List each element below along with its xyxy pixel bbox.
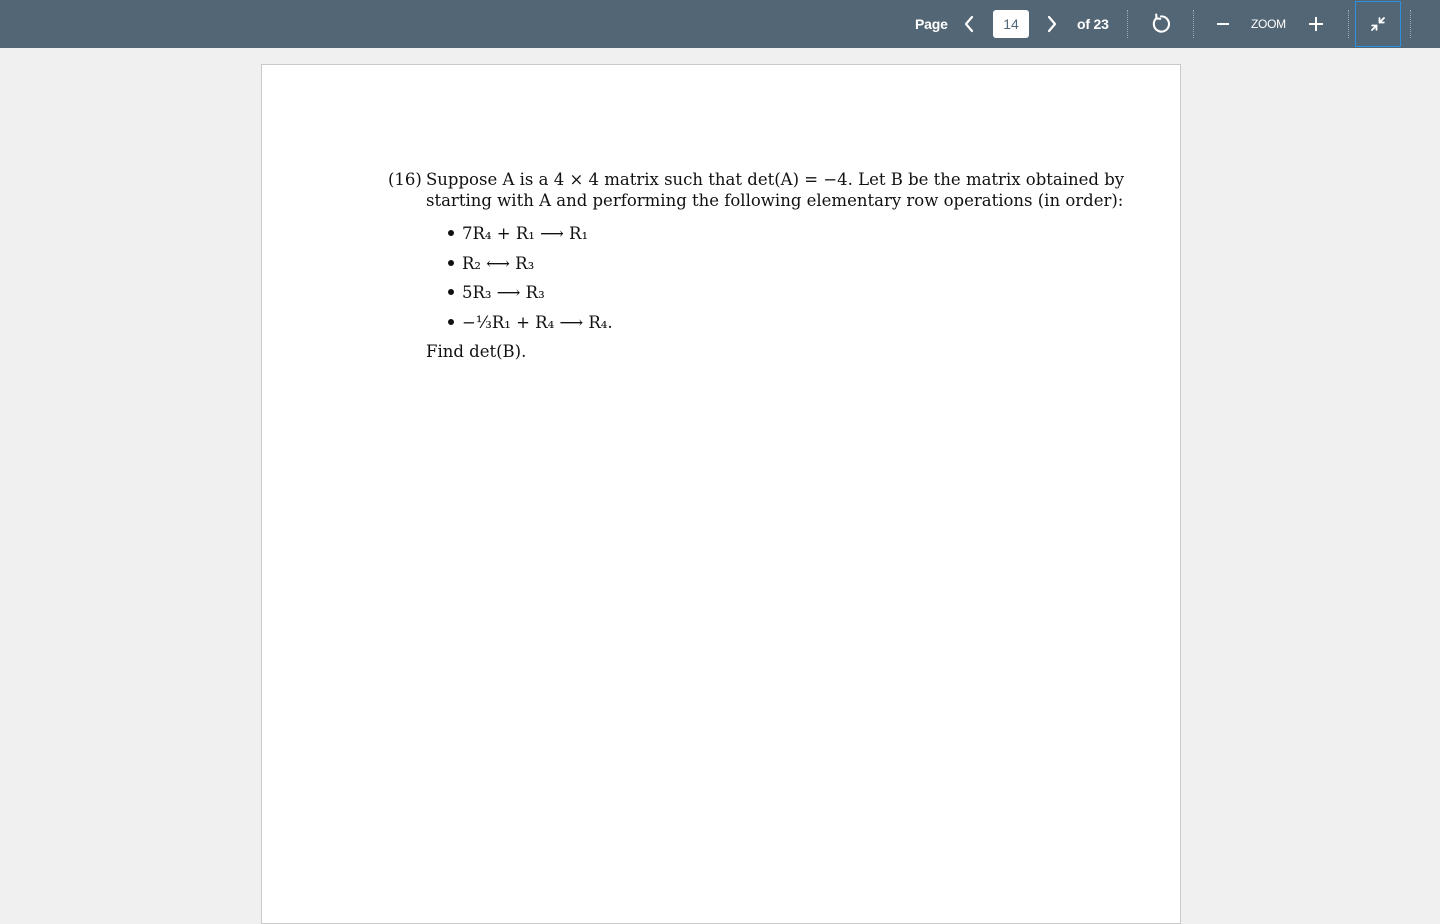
question-number: (16) [388,170,422,189]
row-operation: 5R₃ ⟶ R₃ [426,282,613,312]
toolbar-divider [1127,10,1128,38]
chevron-right-icon [1046,15,1058,33]
toolbar-divider [1348,10,1349,38]
question-text [426,169,1125,211]
toolbar-divider [1410,10,1411,38]
next-page-button[interactable] [1041,0,1063,48]
row-operation: R₂ ⟷ R₃ [426,253,613,283]
previous-page-button[interactable] [958,0,980,48]
zoom-out-button[interactable] [1211,0,1235,48]
question-prompt: Find det(B). [426,342,527,361]
page-label: Page [915,16,948,32]
row-operations-list [426,223,613,341]
page-number-input[interactable] [993,10,1029,38]
minus-icon [1216,17,1230,31]
exit-fullscreen-button[interactable] [1355,1,1401,47]
chevron-left-icon [963,15,975,33]
zoom-in-button[interactable] [1304,0,1328,48]
plus-icon [1308,16,1324,32]
row-operation: −⅓R₁ + R₄ ⟶ R₄. [426,312,613,342]
question-line: starting with A and performing the following elementary row operations (in order): [426,191,1124,210]
collapse-icon [1369,15,1387,33]
toolbar-divider [1193,10,1194,38]
rotate-button[interactable] [1147,0,1175,48]
zoom-label: ZOOM [1251,17,1286,31]
question-line: Suppose A is a 4 × 4 matrix such that det(A) = −4. Let B be the matrix obtained by [426,170,1125,189]
document-page [261,64,1181,924]
pdf-toolbar [0,0,1440,48]
rotate-icon [1150,13,1172,35]
row-operation: 7R₄ + R₁ ⟶ R₁ [426,223,613,253]
total-pages-label: of 23 [1077,16,1109,32]
